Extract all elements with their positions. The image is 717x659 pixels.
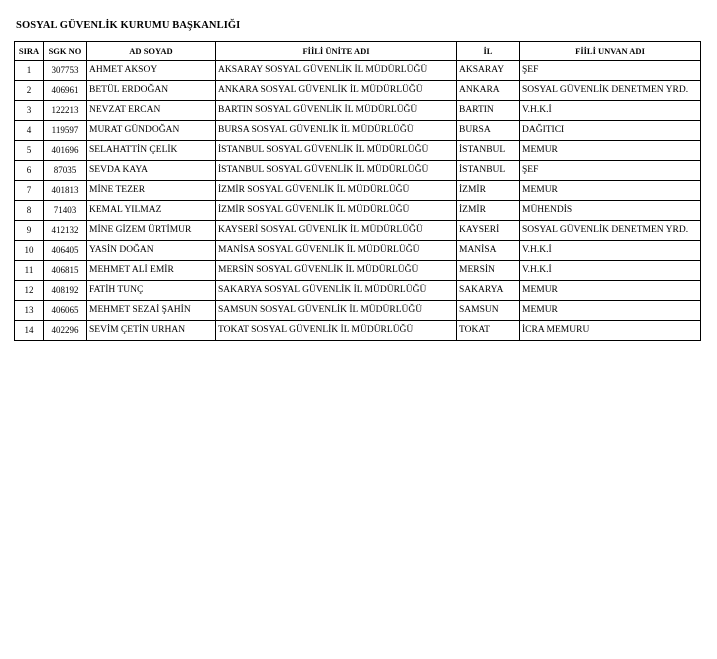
cell-fiili-unite: SAKARYA SOSYAL GÜVENLİK İL MÜDÜRLÜĞÜ — [216, 281, 457, 301]
cell-il: BURSA — [457, 121, 520, 141]
cell-il: AKSARAY — [457, 61, 520, 81]
table-body — [15, 61, 701, 341]
table-row — [15, 181, 701, 201]
cell-fiili-unvan: MÜHENDİS — [520, 201, 701, 221]
cell-fiili-unite: SAMSUN SOSYAL GÜVENLİK İL MÜDÜRLÜĞÜ — [216, 301, 457, 321]
cell-sira: 3 — [15, 101, 44, 121]
cell-fiili-unvan: ŞEF — [520, 161, 701, 181]
table-row — [15, 241, 701, 261]
cell-sira: 11 — [15, 261, 44, 281]
cell-fiili-unite: MERSİN SOSYAL GÜVENLİK İL MÜDÜRLÜĞÜ — [216, 261, 457, 281]
cell-fiili-unite: ANKARA SOSYAL GÜVENLİK İL MÜDÜRLÜĞÜ — [216, 81, 457, 101]
header-ad-soyad: AD SOYAD — [87, 42, 216, 61]
cell-sira: 2 — [15, 81, 44, 101]
cell-ad-soyad: AHMET AKSOY — [87, 61, 216, 81]
cell-fiili-unite: İZMİR SOSYAL GÜVENLİK İL MÜDÜRLÜĞÜ — [216, 201, 457, 221]
cell-fiili-unvan: V.H.K.İ — [520, 101, 701, 121]
table-row — [15, 321, 701, 341]
table-row — [15, 201, 701, 221]
table-row — [15, 121, 701, 141]
table-row — [15, 261, 701, 281]
cell-ad-soyad: MİNE TEZER — [87, 181, 216, 201]
personnel-table — [14, 41, 701, 341]
cell-sgk-no: 87035 — [44, 161, 87, 181]
header-fiili-unvan: FİİLİ UNVAN ADI — [520, 42, 701, 61]
cell-fiili-unvan: V.H.K.İ — [520, 261, 701, 281]
cell-sgk-no: 307753 — [44, 61, 87, 81]
table-row — [15, 161, 701, 181]
cell-fiili-unvan: SOSYAL GÜVENLİK DENETMEN YRD. — [520, 221, 701, 241]
cell-sira: 14 — [15, 321, 44, 341]
table-row — [15, 81, 701, 101]
cell-sira: 12 — [15, 281, 44, 301]
cell-sira: 7 — [15, 181, 44, 201]
cell-ad-soyad: MİNE GİZEM ÜRTİMUR — [87, 221, 216, 241]
cell-fiili-unite: İSTANBUL SOSYAL GÜVENLİK İL MÜDÜRLÜĞÜ — [216, 161, 457, 181]
table-row — [15, 101, 701, 121]
cell-fiili-unite: MANİSA SOSYAL GÜVENLİK İL MÜDÜRLÜĞÜ — [216, 241, 457, 261]
cell-fiili-unite: KAYSERİ SOSYAL GÜVENLİK İL MÜDÜRLÜĞÜ — [216, 221, 457, 241]
cell-fiili-unvan: MEMUR — [520, 181, 701, 201]
cell-il: KAYSERİ — [457, 221, 520, 241]
cell-ad-soyad: NEVZAT ERCAN — [87, 101, 216, 121]
cell-sgk-no: 401813 — [44, 181, 87, 201]
cell-sgk-no: 406065 — [44, 301, 87, 321]
cell-sgk-no: 119597 — [44, 121, 87, 141]
header-il: İL — [457, 42, 520, 61]
cell-il: ANKARA — [457, 81, 520, 101]
table-row — [15, 141, 701, 161]
cell-fiili-unvan: V.H.K.İ — [520, 241, 701, 261]
table-row — [15, 281, 701, 301]
cell-fiili-unite: TOKAT SOSYAL GÜVENLİK İL MÜDÜRLÜĞÜ — [216, 321, 457, 341]
cell-ad-soyad: SEVDA KAYA — [87, 161, 216, 181]
cell-sira: 9 — [15, 221, 44, 241]
cell-sgk-no: 406961 — [44, 81, 87, 101]
cell-sira: 6 — [15, 161, 44, 181]
cell-sgk-no: 412132 — [44, 221, 87, 241]
table-row — [15, 301, 701, 321]
cell-ad-soyad: MEHMET ALİ EMİR — [87, 261, 216, 281]
cell-fiili-unvan: MEMUR — [520, 301, 701, 321]
cell-il: MERSİN — [457, 261, 520, 281]
document-title: SOSYAL GÜVENLİK KURUMU BAŞKANLIĞI — [16, 20, 241, 31]
table-row — [15, 221, 701, 241]
cell-fiili-unvan: MEMUR — [520, 141, 701, 161]
cell-fiili-unvan: MEMUR — [520, 281, 701, 301]
cell-ad-soyad: MURAT GÜNDOĞAN — [87, 121, 216, 141]
cell-sgk-no: 406815 — [44, 261, 87, 281]
cell-il: İSTANBUL — [457, 161, 520, 181]
cell-il: İZMİR — [457, 181, 520, 201]
cell-fiili-unite: İZMİR SOSYAL GÜVENLİK İL MÜDÜRLÜĞÜ — [216, 181, 457, 201]
cell-sira: 4 — [15, 121, 44, 141]
cell-ad-soyad: FATİH TUNÇ — [87, 281, 216, 301]
cell-ad-soyad: MEHMET SEZAİ ŞAHİN — [87, 301, 216, 321]
cell-fiili-unvan: İCRA MEMURU — [520, 321, 701, 341]
table-header-row — [15, 42, 701, 61]
cell-ad-soyad: KEMAL YILMAZ — [87, 201, 216, 221]
header-sira: SIRA — [15, 42, 44, 61]
cell-il: MANİSA — [457, 241, 520, 261]
cell-il: BARTIN — [457, 101, 520, 121]
cell-sira: 13 — [15, 301, 44, 321]
cell-sgk-no: 122213 — [44, 101, 87, 121]
cell-fiili-unite: BARTIN SOSYAL GÜVENLİK İL MÜDÜRLÜĞÜ — [216, 101, 457, 121]
cell-sira: 5 — [15, 141, 44, 161]
header-sgk-no: SGK NO — [44, 42, 87, 61]
cell-sgk-no: 71403 — [44, 201, 87, 221]
cell-il: SAKARYA — [457, 281, 520, 301]
cell-sgk-no: 402296 — [44, 321, 87, 341]
cell-fiili-unite: AKSARAY SOSYAL GÜVENLİK İL MÜDÜRLÜĞÜ — [216, 61, 457, 81]
cell-ad-soyad: SELAHATTİN ÇELİK — [87, 141, 216, 161]
cell-ad-soyad: YASİN DOĞAN — [87, 241, 216, 261]
header-fiili-unite: FİİLİ ÜNİTE ADI — [216, 42, 457, 61]
cell-sira: 8 — [15, 201, 44, 221]
cell-sira: 10 — [15, 241, 44, 261]
cell-il: SAMSUN — [457, 301, 520, 321]
cell-sgk-no: 401696 — [44, 141, 87, 161]
cell-sgk-no: 408192 — [44, 281, 87, 301]
cell-fiili-unvan: DAĞITICI — [520, 121, 701, 141]
cell-il: İZMİR — [457, 201, 520, 221]
cell-il: TOKAT — [457, 321, 520, 341]
table-row — [15, 61, 701, 81]
cell-sira: 1 — [15, 61, 44, 81]
cell-sgk-no: 406405 — [44, 241, 87, 261]
cell-fiili-unvan: SOSYAL GÜVENLİK DENETMEN YRD. — [520, 81, 701, 101]
cell-il: İSTANBUL — [457, 141, 520, 161]
cell-fiili-unite: İSTANBUL SOSYAL GÜVENLİK İL MÜDÜRLÜĞÜ — [216, 141, 457, 161]
document — [14, 19, 700, 341]
cell-fiili-unvan: ŞEF — [520, 61, 701, 81]
cell-fiili-unite: BURSA SOSYAL GÜVENLİK İL MÜDÜRLÜĞÜ — [216, 121, 457, 141]
cell-ad-soyad: SEVİM ÇETİN URHAN — [87, 321, 216, 341]
cell-ad-soyad: BETÜL ERDOĞAN — [87, 81, 216, 101]
